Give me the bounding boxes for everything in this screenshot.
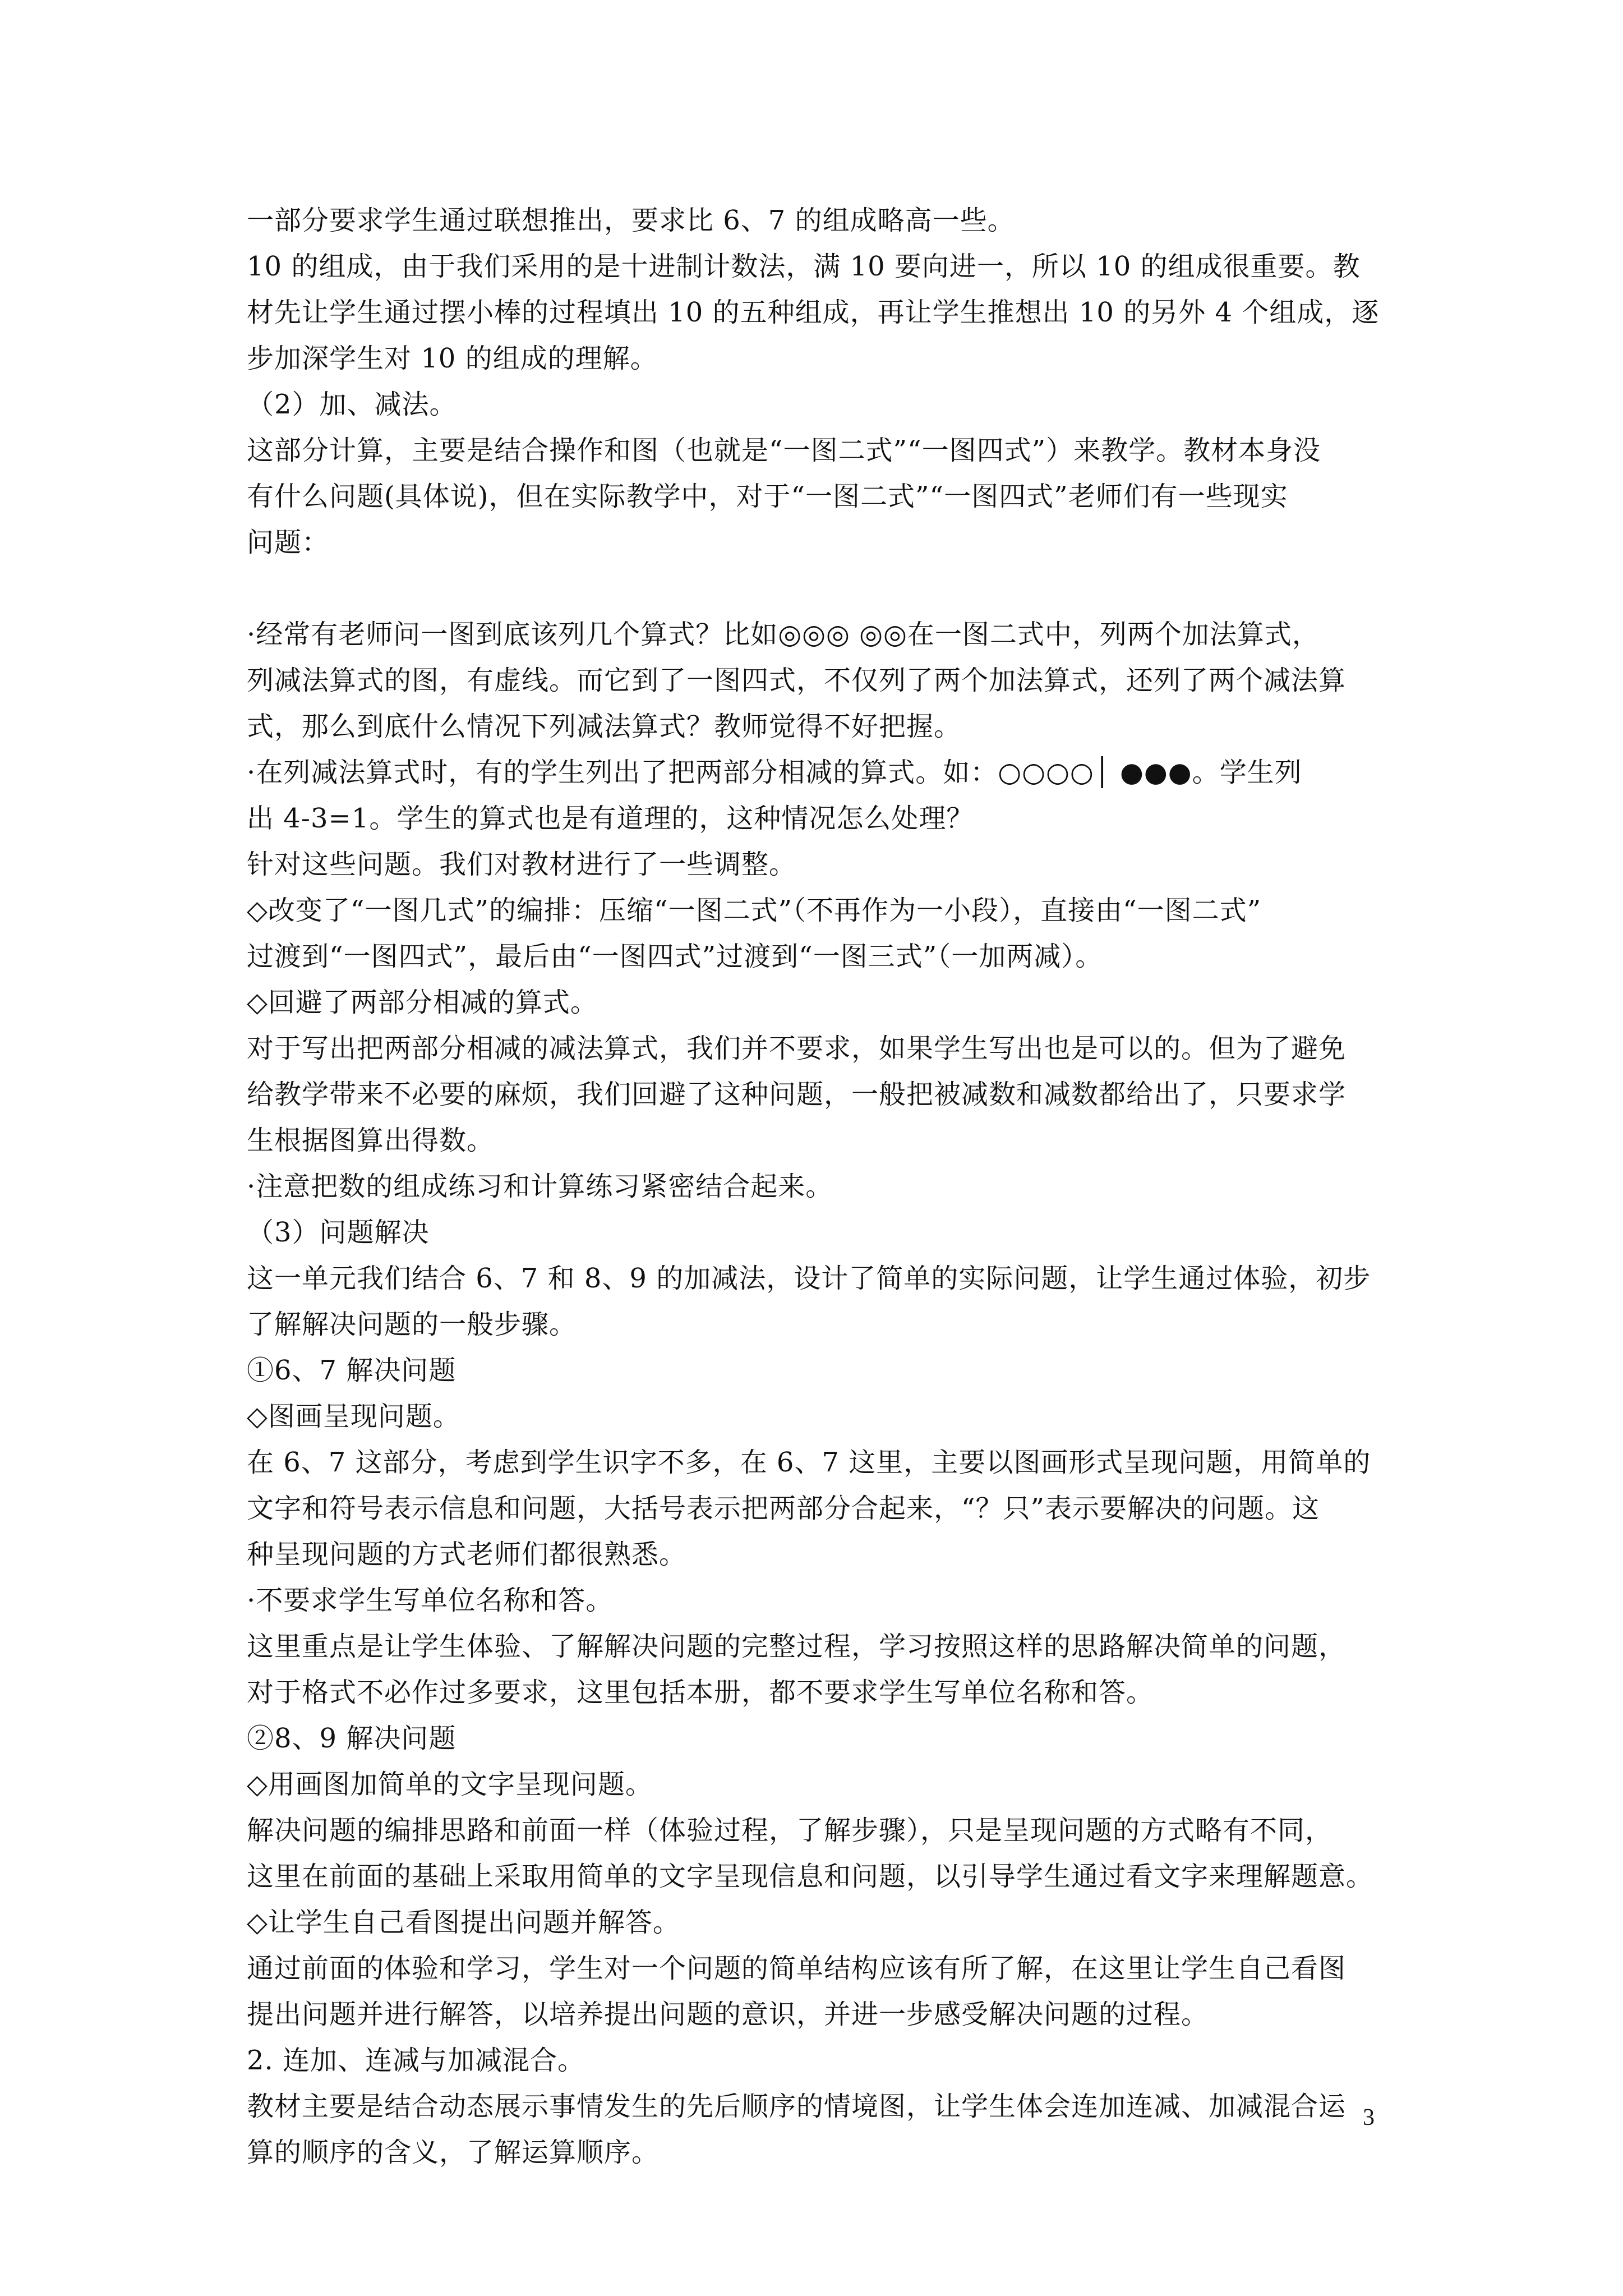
text-line: 在 6、7 这部分，考虑到学生识字不多，在 6、7 这里，主要以图画形式呈现问题，用简单的 — [247, 1447, 1371, 1478]
page-number: 3 — [1363, 2105, 1375, 2131]
text-line: 文字和符号表示信息和问题，大括号表示把两部分合起来，“？只”表示要解决的问题。这 — [247, 1493, 1320, 1524]
text-line: 对于写出把两部分相减的减法算式，我们并不要求，如果学生写出也是可以的。但为了避免 — [247, 1033, 1347, 1064]
text-line: 对于格式不必作过多要求，这里包括本册，都不要求学生写单位名称和答。 — [247, 1677, 1154, 1708]
text-line: ◇图画呈现问题。 — [247, 1401, 460, 1432]
text-line: 给教学带来不必要的麻烦，我们回避了这种问题，一般把被减数和减数都给出了，只要求学 — [247, 1079, 1347, 1110]
text-line: 过渡到“一图四式”，最后由“一图四式”过渡到“一图三式”（一加两减）。 — [247, 941, 1103, 972]
text-line: ·注意把数的组成练习和计算练习紧密结合起来。 — [247, 1171, 833, 1202]
text-line: ·经常有老师问一图到底该列几个算式？比如◎◎◎ ◎◎在一图二式中，列两个加法算式， — [247, 619, 1320, 650]
text-line: （2）加、减法。 — [247, 389, 457, 420]
text-line: ◇回避了两部分相减的算式。 — [247, 987, 598, 1018]
text-line: 算的顺序的含义，了解运算顺序。 — [247, 2137, 660, 2168]
text-line: ①6、7 解决问题 — [247, 1355, 457, 1386]
text-line: （3）问题解决 — [247, 1217, 430, 1248]
text-line: 出 4-3=1。学生的算式也是有道理的，这种情况怎么处理？ — [247, 803, 974, 834]
text-line: ◇改变了“一图几式”的编排：压缩“一图二式”（不再作为一小段），直接由“一图二式” — [247, 895, 1262, 926]
text-line: 2. 连加、连减与加减混合。 — [247, 2045, 585, 2076]
text-line: ◇让学生自己看图提出问题并解答。 — [247, 1907, 680, 1938]
text-line: 10 的组成，由于我们采用的是十进制计数法，满 10 要向进一，所以 10 的组成很重要。教 — [247, 251, 1361, 282]
text-line: ·在列减法算式时，有的学生列出了把两部分相减的算式。如：○○○○│ ●●●。学生列 — [247, 757, 1302, 788]
text-line: 一部分要求学生通过联想推出，要求比 6、7 的组成略高一些。 — [247, 205, 1015, 236]
text-line: 问题： — [247, 527, 330, 558]
text-line: ◇用画图加简单的文字呈现问题。 — [247, 1769, 653, 1800]
text-line: 针对这些问题。我们对教材进行了一些调整。 — [247, 849, 797, 880]
blank-line — [247, 565, 1374, 611]
text-line: 这部分计算，主要是结合操作和图（也就是“一图二式”“一图四式”）来教学。教材本身没 — [247, 435, 1321, 466]
text-line: 了解解决问题的一般步骤。 — [247, 1309, 577, 1340]
text-line: 生根据图算出得数。 — [247, 1125, 495, 1156]
text-line: 列减法算式的图，有虚线。而它到了一图四式，不仅列了两个加法算式，还列了两个减法算 — [247, 665, 1347, 696]
text-line: 提出问题并进行解答，以培养提出问题的意识，并进一步感受解决问题的过程。 — [247, 1999, 1209, 2030]
document-body — [247, 197, 1380, 2175]
text-line: 通过前面的体验和学习，学生对一个问题的简单结构应该有所了解，在这里让学生自己看图 — [247, 1953, 1347, 1984]
text-line: 解决问题的编排思路和前面一样（体验过程，了解步骤），只是呈现问题的方式略有不同， — [247, 1815, 1333, 1846]
text-line: 教材主要是结合动态展示事情发生的先后顺序的情境图，让学生体会连加连减、加减混合运 — [247, 2091, 1347, 2122]
text-line: 式，那么到底什么情况下列减法算式？教师觉得不好把握。 — [247, 711, 962, 742]
text-line: 有什么问题(具体说)，但在实际教学中，对于“一图二式”“一图四式”老师们有一些现实 — [247, 481, 1288, 512]
text-line: 步加深学生对 10 的组成的理解。 — [247, 343, 658, 374]
text-line: 种呈现问题的方式老师们都很熟悉。 — [247, 1539, 687, 1570]
text-line: 这里在前面的基础上采取用简单的文字呈现信息和问题，以引导学生通过看文字来理解题意。 — [247, 1861, 1374, 1892]
text-line: 这里重点是让学生体验、了解解决问题的完整过程，学习按照这样的思路解决简单的问题， — [247, 1631, 1347, 1662]
text-line: 材先让学生通过摆小棒的过程填出 10 的五种组成，再让学生推想出 10 的另外 4 个组成，逐 — [247, 297, 1380, 328]
text-line: 这一单元我们结合 6、7 和 8、9 的加减法，设计了简单的实际问题，让学生通过体验，初步 — [247, 1263, 1371, 1294]
text-line: ②8、9 解决问题 — [247, 1723, 457, 1754]
text-line: ·不要求学生写单位名称和答。 — [247, 1585, 614, 1616]
